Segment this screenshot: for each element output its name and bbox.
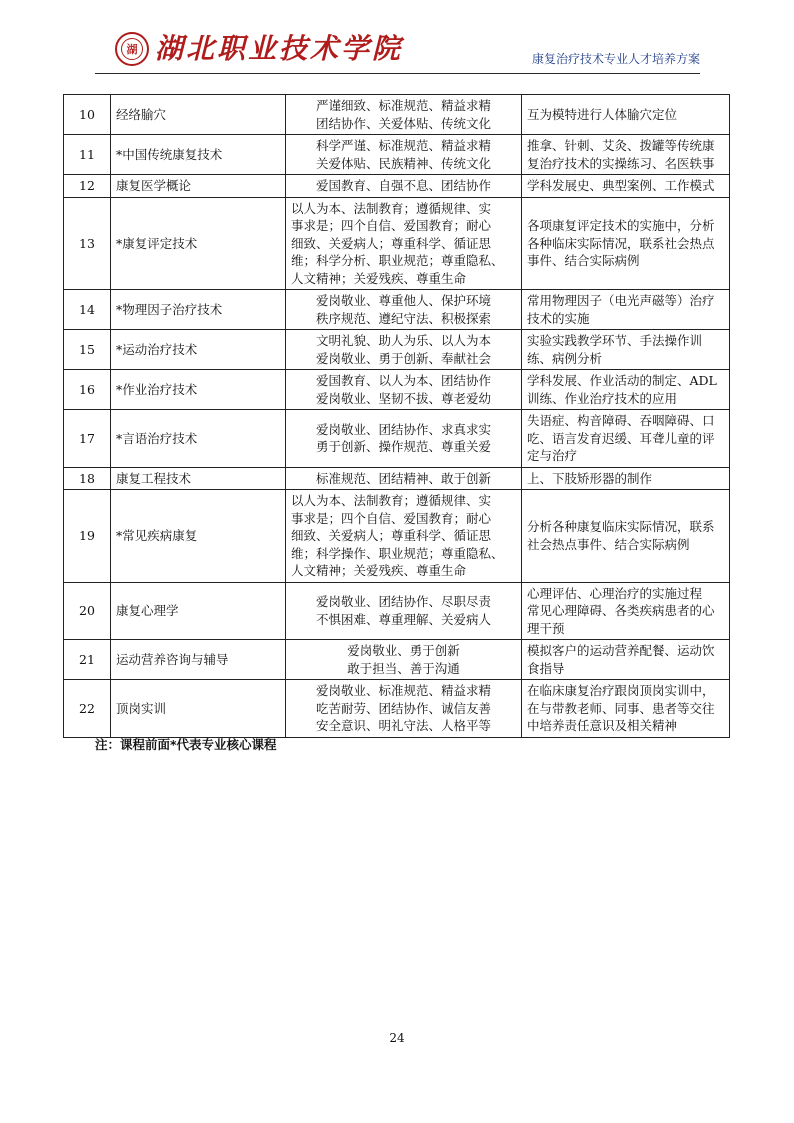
- course-table: [63, 94, 730, 738]
- integration-line: 在临床康复治疗跟岗顶岗实训中，: [527, 683, 715, 698]
- integration-line: 推拿、针刺、艾灸、拨罐等传统康: [527, 138, 715, 153]
- ideological-line: 人文精神；关爱残疾、尊重生命: [291, 270, 467, 286]
- row-number: 10: [64, 95, 111, 135]
- ideological-line: 秩序规范、遵纪守法、积极探索: [315, 310, 491, 326]
- row-number: 12: [64, 175, 111, 198]
- ideological-line: 爱国教育、自强不息、团结协作: [315, 178, 491, 193]
- table-row: [64, 175, 730, 198]
- row-number: 11: [64, 135, 111, 175]
- row-number: 19: [64, 490, 111, 583]
- ideological-line: 不惧困难、尊重理解、关爱病人: [315, 611, 491, 627]
- ideological-elements: [286, 95, 522, 135]
- row-number: 16: [64, 370, 111, 410]
- row-number: 18: [64, 467, 111, 490]
- course-name: 运动营养咨询与辅导: [111, 640, 286, 680]
- integration-line: 常见心理障碍、各类疾病患者的心: [527, 603, 715, 618]
- course-name: *物理因子治疗技术: [111, 290, 286, 330]
- page-header: [95, 30, 700, 74]
- ideological-elements: [286, 640, 522, 680]
- integration-line: 心理评估、心理治疗的实施过程: [527, 585, 703, 601]
- table-row: [64, 197, 730, 290]
- ideological-line: 安全意识、明礼守法、人格平等: [315, 718, 491, 733]
- integration-line: 分析各种康复临床实际情况，联系: [527, 519, 715, 535]
- ideological-line: 以人为本、法制教育；遵循规律、实: [291, 493, 492, 508]
- ideological-line: 团结协作、关爱体贴、传统文化: [315, 115, 491, 131]
- school-name: 湖北职业技术学院: [155, 32, 404, 65]
- course-name: 经络腧穴: [111, 95, 286, 135]
- integration-line: 练、病例分析: [527, 350, 603, 366]
- document-title: 康复治疗技术专业人才培养方案: [531, 52, 700, 66]
- integration-point: [522, 95, 730, 135]
- ideological-line: 爱岗敬业、尊重他人、保护环境: [315, 293, 491, 308]
- integration-line: 在与带教老师、同事、患者等交往: [527, 700, 715, 716]
- table-row: [64, 95, 730, 135]
- integration-line: 理干预: [527, 620, 565, 636]
- integration-point: [522, 410, 730, 468]
- ideological-elements: [286, 175, 522, 198]
- course-name: 康复医学概论: [111, 175, 286, 198]
- ideological-elements: [286, 410, 522, 468]
- ideological-line: 标准规范、团结精神、敢于创新: [315, 470, 491, 486]
- integration-line: 食指导: [527, 660, 565, 676]
- course-name: *运动治疗技术: [111, 330, 286, 370]
- integration-line: 中培养责任意识及相关精神: [527, 718, 678, 733]
- integration-point: [522, 640, 730, 680]
- ideological-elements: [286, 467, 522, 490]
- integration-line: 复治疗技术的实操练习、名医轶事: [527, 155, 715, 171]
- table-row: [64, 640, 730, 680]
- course-name: *常见疾病康复: [111, 490, 286, 583]
- row-number: 14: [64, 290, 111, 330]
- row-number: 20: [64, 582, 111, 640]
- table-row: [64, 135, 730, 175]
- ideological-line: 爱岗敬业、团结协作、求真求实: [315, 421, 491, 437]
- ideological-line: 爱国教育、以人为本、团结协作: [315, 373, 491, 388]
- integration-line: 定与治疗: [527, 448, 578, 463]
- ideological-elements: [286, 582, 522, 640]
- ideological-line: 维；科学分析、职业规范；尊重隐私、: [291, 253, 504, 268]
- header-divider: [95, 73, 700, 74]
- course-name: 顶岗实训: [111, 680, 286, 738]
- integration-point: [522, 330, 730, 370]
- integration-line: 各项康复评定技术的实施中，分析: [527, 218, 715, 233]
- integration-line: 上、下肢矫形器的制作: [527, 470, 653, 486]
- integration-line: 常用物理因子（电光声磁等）治疗: [527, 293, 715, 308]
- table-row: [64, 490, 730, 583]
- integration-point: [522, 490, 730, 583]
- table-row: [64, 582, 730, 640]
- ideological-line: 维；科学操作、职业规范；尊重隐私、: [291, 545, 504, 561]
- course-name: 康复工程技术: [111, 467, 286, 490]
- integration-line: 学科发展史、典型案例、工作模式: [527, 178, 715, 193]
- integration-point: [522, 680, 730, 738]
- ideological-line: 爱岗敬业、标准规范、精益求精: [315, 683, 491, 698]
- course-name: *中国传统康复技术: [111, 135, 286, 175]
- ideological-elements: [286, 197, 522, 290]
- integration-line: 各种临床实际情况，联系社会热点: [527, 235, 715, 251]
- row-number: 17: [64, 410, 111, 468]
- course-name: 康复心理学: [111, 582, 286, 640]
- row-number: 13: [64, 197, 111, 290]
- ideological-line: 细致、关爱病人；尊重科学、循证思: [291, 235, 492, 251]
- integration-line: 实验实践教学环节、手法操作训: [527, 333, 703, 348]
- ideological-elements: [286, 680, 522, 738]
- integration-line: 训练、作业治疗技术的应用: [527, 390, 678, 406]
- ideological-line: 细致、关爱病人；尊重科学、循证思: [291, 528, 492, 543]
- integration-line: 互为模特进行人体腧穴定位: [527, 106, 678, 122]
- ideological-elements: [286, 490, 522, 583]
- ideological-line: 爱岗敬业、团结协作、尽职尽责: [315, 594, 491, 610]
- integration-line: 学科发展、作业活动的制定、ADL: [527, 373, 717, 388]
- integration-point: [522, 135, 730, 175]
- table-row: [64, 680, 730, 738]
- table-row: [64, 290, 730, 330]
- ideological-line: 事求是；四个自信、爱国教育；耐心: [291, 510, 492, 526]
- school-seal-icon: 湖: [115, 32, 149, 66]
- ideological-line: 以人为本、法制教育；遵循规律、实: [291, 200, 492, 216]
- ideological-line: 严谨细致、标准规范、精益求精: [315, 98, 491, 113]
- integration-point: [522, 290, 730, 330]
- row-number: 15: [64, 330, 111, 370]
- ideological-line: 科学严谨、标准规范、精益求精: [315, 138, 491, 153]
- table-row: [64, 370, 730, 410]
- ideological-line: 敢于担当、善于沟通: [347, 660, 460, 676]
- ideological-line: 爱岗敬业、坚韧不拔、尊老爱幼: [315, 390, 491, 406]
- integration-line: 技术的实施: [527, 310, 590, 326]
- integration-line: 失语症、构音障碍、吞咽障碍、口: [527, 413, 715, 428]
- integration-line: 社会热点事件、结合实际病例: [527, 536, 690, 552]
- ideological-line: 爱岗敬业、勇于创新、奉献社会: [315, 350, 491, 366]
- integration-point: [522, 175, 730, 198]
- integration-point: [522, 370, 730, 410]
- ideological-line: 人文精神；关爱残疾、尊重生命: [291, 563, 467, 578]
- course-name: *作业治疗技术: [111, 370, 286, 410]
- ideological-line: 吃苦耐劳、团结协作、诚信友善: [315, 700, 491, 716]
- footnote: 注：课程前面*代表专业核心课程: [95, 737, 277, 752]
- table-row: [64, 410, 730, 468]
- ideological-line: 事求是；四个自信、爱国教育；耐心: [291, 218, 492, 233]
- table-row: [64, 467, 730, 490]
- table-row: [64, 330, 730, 370]
- course-name: *言语治疗技术: [111, 410, 286, 468]
- row-number: 22: [64, 680, 111, 738]
- page-number: 24: [389, 1031, 405, 1045]
- ideological-elements: [286, 330, 522, 370]
- integration-line: 事件、结合实际病例: [527, 253, 640, 268]
- integration-point: [522, 197, 730, 290]
- row-number: 21: [64, 640, 111, 680]
- ideological-line: 爱岗敬业、勇于创新: [347, 643, 460, 658]
- ideological-line: 文明礼貌、助人为乐、以人为本: [315, 333, 491, 348]
- ideological-elements: [286, 135, 522, 175]
- integration-point: [522, 467, 730, 490]
- integration-point: [522, 582, 730, 640]
- integration-line: 模拟客户的运动营养配餐、运动饮: [527, 643, 715, 658]
- ideological-elements: [286, 370, 522, 410]
- course-name: *康复评定技术: [111, 197, 286, 290]
- ideological-line: 勇于创新、操作规范、尊重关爱: [315, 439, 491, 455]
- ideological-elements: [286, 290, 522, 330]
- integration-line: 吃、语言发育迟缓、耳聋儿童的评: [527, 430, 715, 446]
- ideological-line: 关爱体贴、民族精神、传统文化: [315, 155, 491, 171]
